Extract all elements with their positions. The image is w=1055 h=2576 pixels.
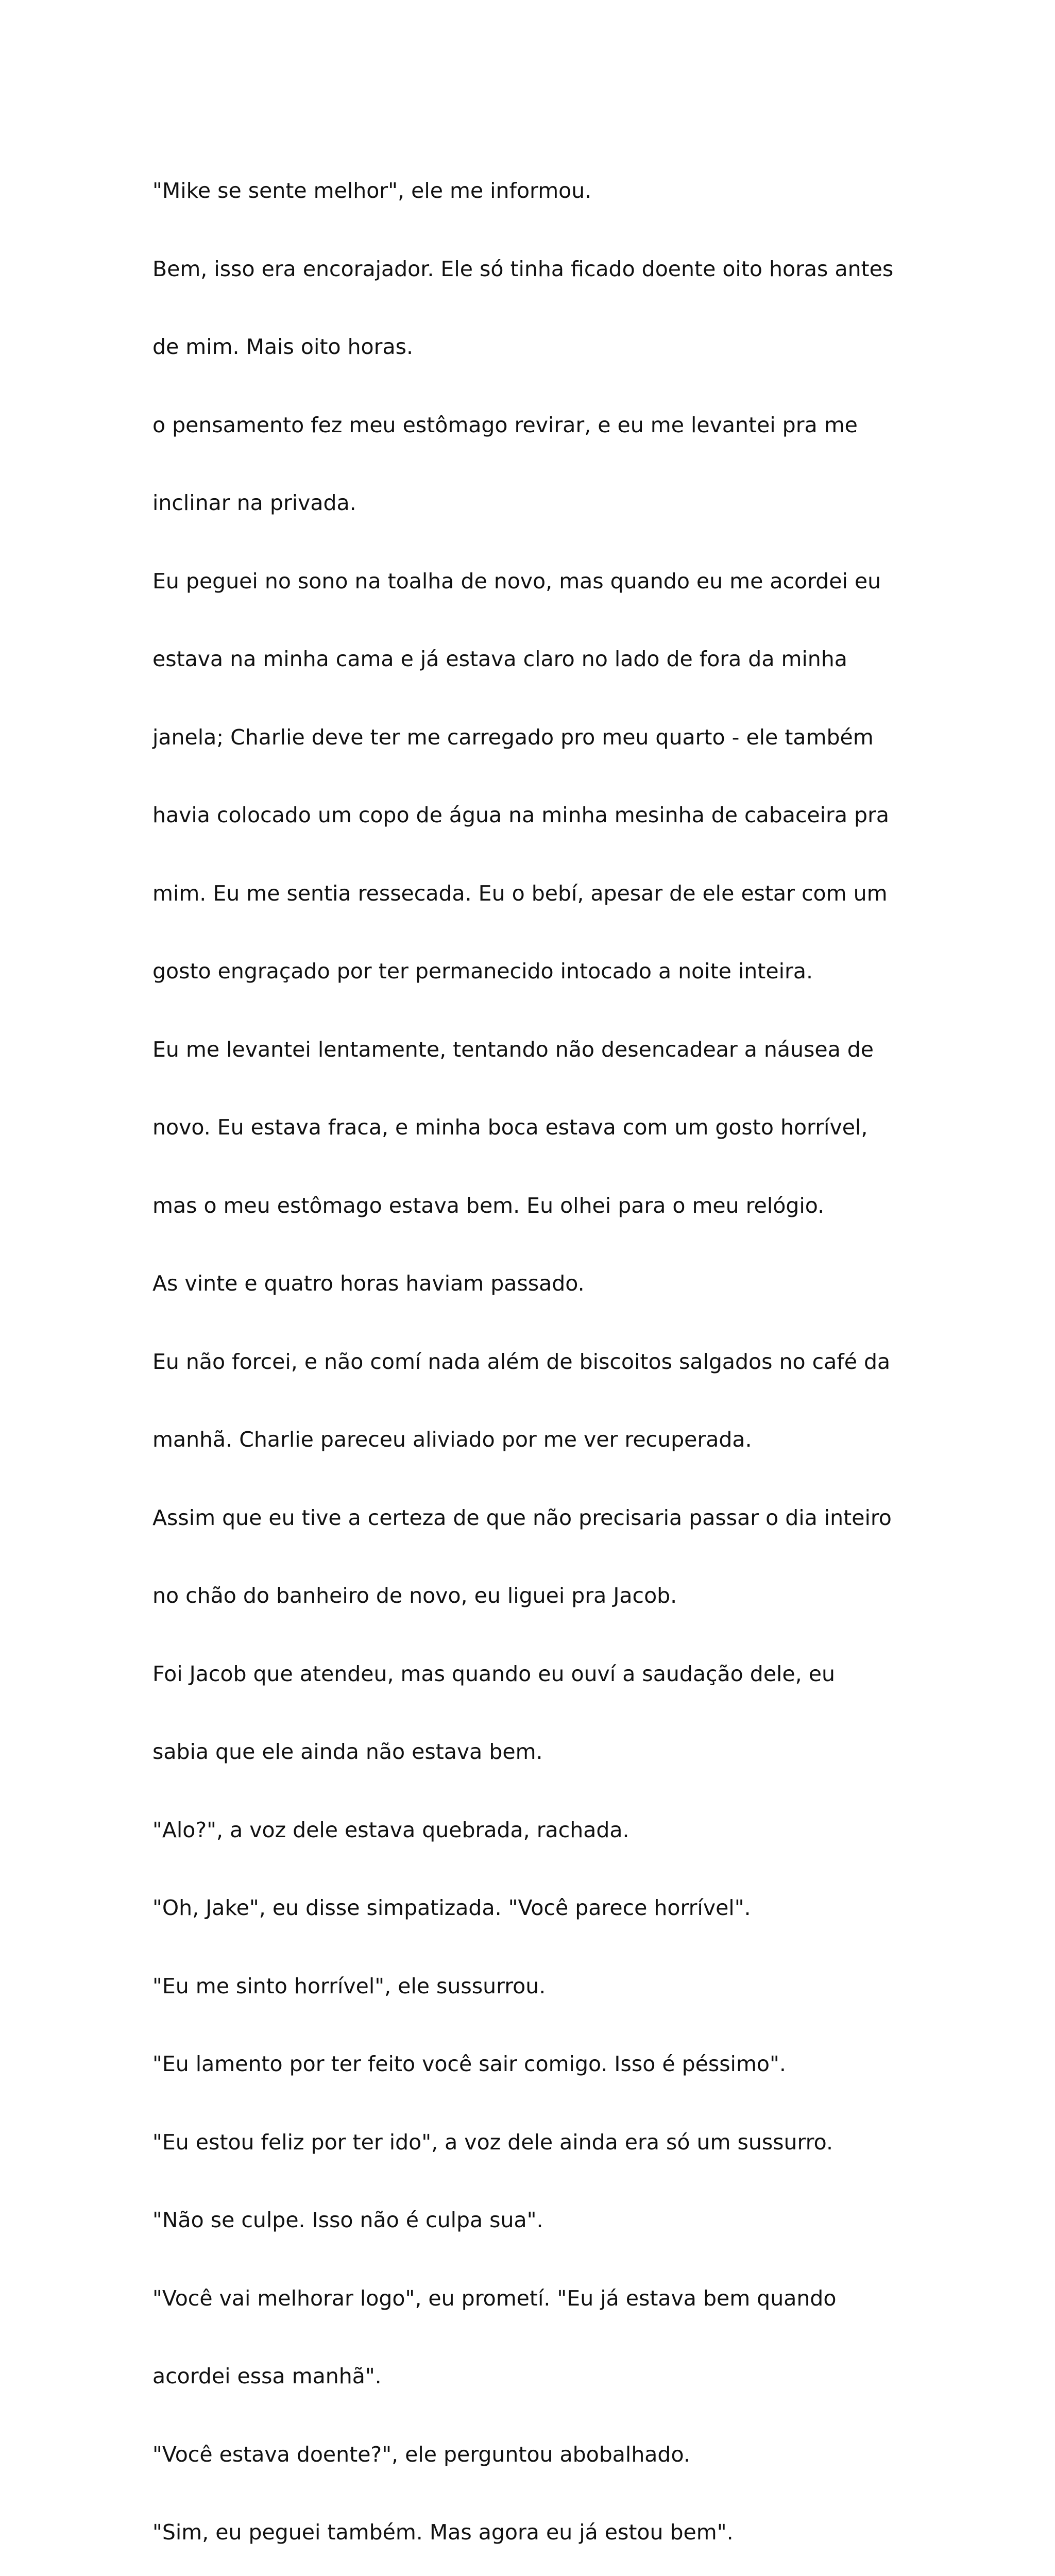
- text-line: Eu não forcei, e não comí nada além de biscoitos salgados no café da: [152, 1349, 891, 1374]
- text-line: "Eu me sinto horrível", ele sussurrou.: [152, 1973, 546, 1998]
- text-line: "Você vai melhorar logo", eu prometí. "Eu já estava bem quando: [152, 2285, 837, 2311]
- text-line: Eu me levantei lentamente, tentando não desencadear a náusea de: [152, 1037, 874, 1062]
- text-line: Assim que eu tive a certeza de que não precisaria passar o dia inteiro: [152, 1505, 892, 1530]
- text-line: mim. Eu me sentia ressecada. Eu o bebí, apesar de ele estar com um: [152, 880, 888, 906]
- body-text: [152, 126, 925, 2576]
- text-line: sabia que ele ainda não estava bem.: [152, 1739, 543, 1764]
- text-line: "Mike se sente melhor", ele me informou.: [152, 178, 592, 203]
- text-line: "Alo?", a voz dele estava quebrada, rachada.: [152, 1817, 629, 1842]
- text-line: "Oh, Jake", eu disse simpatizada. "Você parece horrível".: [152, 1895, 751, 1920]
- text-line: inclinar na privada.: [152, 490, 356, 515]
- text-line: havia colocado um copo de água na minha mesinha de cabaceira pra: [152, 803, 890, 827]
- text-line: novo. Eu estava fraca, e minha boca estava com um gosto horrível,: [152, 1115, 868, 1140]
- text-line: As vinte e quatro horas haviam passado.: [152, 1271, 585, 1296]
- text-line: "Eu lamento por ter feito você sair comigo. Isso é péssimo".: [152, 2052, 786, 2076]
- text-line: Eu peguei no sono na toalha de novo, mas quando eu me acordei eu: [152, 568, 881, 594]
- text-line: o pensamento fez meu estômago revirar, e eu me levantei pra me: [152, 412, 858, 437]
- text-line: de mim. Mais oito horas.: [152, 334, 414, 359]
- text-line: Bem, isso era encorajador. Ele só tinha ficado doente oito horas antes: [152, 256, 894, 281]
- text-line: "Você estava doente?", ele perguntou abobalhado.: [152, 2442, 690, 2467]
- text-line: "Não se culpe. Isso não é culpa sua".: [152, 2208, 543, 2232]
- text-line: acordei essa manhã".: [152, 2364, 382, 2388]
- text-line: no chão do banheiro de novo, eu liguei pra Jacob.: [152, 1583, 677, 1608]
- text-line: Foi Jacob que atendeu, mas quando eu ouví a saudação dele, eu: [152, 1661, 835, 1686]
- text-line: "Eu estou feliz por ter ido", a voz dele ainda era só um sussurro.: [152, 2129, 833, 2155]
- text-line: estava na minha cama e já estava claro no lado de fora da minha: [152, 647, 847, 671]
- text-line: manhã. Charlie pareceu aliviado por me ver recuperada.: [152, 1427, 752, 1452]
- text-line: janela; Charlie deve ter me carregado pro meu quarto - ele também: [152, 724, 874, 750]
- text-line: mas o meu estômago estava bem. Eu olhei para o meu relógio.: [152, 1193, 825, 1218]
- text-line: "Sim, eu peguei também. Mas agora eu já estou bem".: [152, 2520, 734, 2545]
- text-line: gosto engraçado por ter permanecido intocado a noite inteira.: [152, 959, 813, 984]
